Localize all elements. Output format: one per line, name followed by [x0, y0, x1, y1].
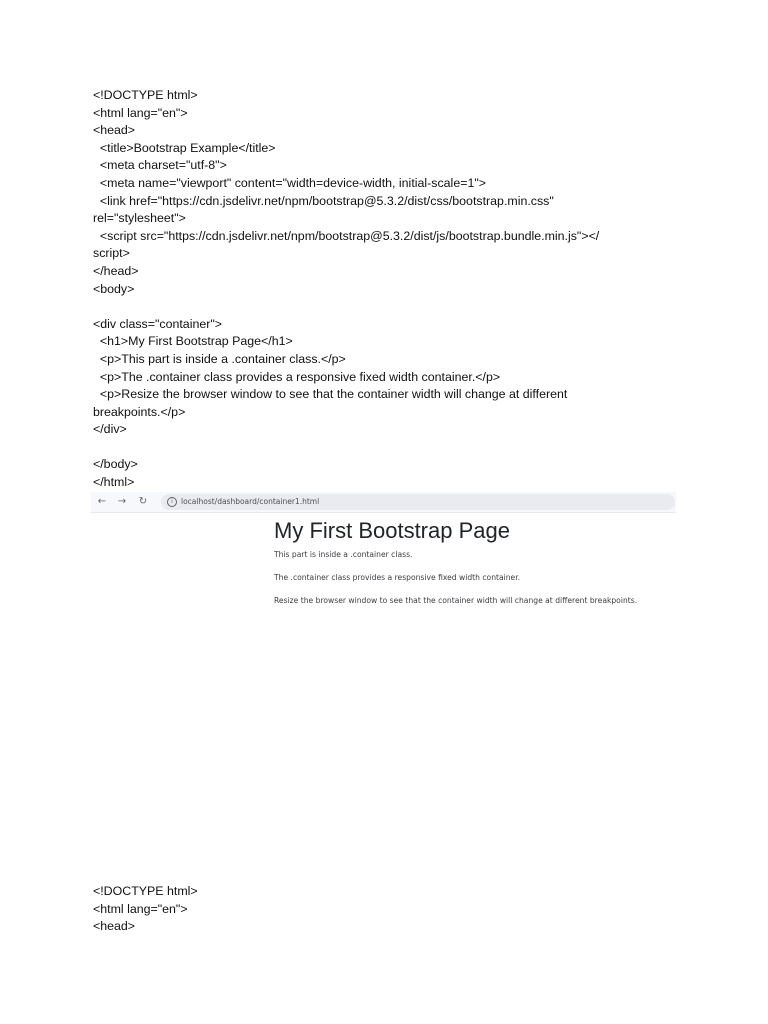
paragraph: Resize the browser window to see that the container width will change at different breakpoints. — [274, 596, 638, 605]
code-line: </html> — [93, 475, 135, 490]
reload-icon[interactable]: ↻ — [138, 496, 148, 507]
code-line — [93, 298, 653, 316]
code-line: <html lang="en"> — [93, 105, 188, 120]
code-listing-bottom — [93, 883, 653, 936]
code-line: <link href="https://cdn.jsdelivr.net/npm/bootstrap@5.3.2/dist/css/bootstrap.min.css" — [93, 193, 554, 208]
code-line: script> — [93, 246, 130, 261]
code-line: <h1>My First Bootstrap Page</h1> — [93, 334, 293, 349]
code-line: <head> — [93, 123, 136, 138]
page-heading: My First Bootstrap Page — [274, 518, 510, 543]
browser-toolbar — [91, 492, 676, 513]
paragraph: This part is inside a .container class. — [274, 550, 413, 559]
url-text: localhost/dashboard/container1.html — [181, 497, 320, 506]
paragraph: The .container class provides a responsive fixed width container. — [274, 573, 521, 582]
code-line: <div class="container"> — [93, 316, 222, 331]
code-line: <title>Bootstrap Example</title> — [93, 140, 276, 155]
info-icon[interactable]: i — [167, 497, 177, 507]
code-line: <head> — [93, 919, 136, 934]
code-line: </body> — [93, 457, 138, 472]
code-line: </head> — [93, 263, 139, 278]
code-line: <script src="https://cdn.jsdelivr.net/npm/bootstrap@5.3.2/dist/js/bootstrap.bundle.min.js"></ — [93, 228, 600, 243]
code-line: <!DOCTYPE html> — [93, 88, 198, 102]
code-line: <meta charset="utf-8"> — [93, 158, 227, 173]
code-line: breakpoints.</p> — [93, 404, 186, 419]
code-line: </div> — [93, 422, 127, 437]
arrow-right-icon[interactable]: → — [117, 496, 127, 507]
code-line — [93, 439, 653, 457]
code-line: <p>The .container class provides a responsive fixed width container.</p> — [93, 369, 501, 384]
arrow-left-icon[interactable]: ← — [97, 496, 107, 507]
rendered-page — [274, 517, 674, 606]
browser-screenshot — [91, 492, 676, 612]
code-line: <body> — [93, 281, 135, 296]
code-line: <!DOCTYPE html> — [93, 884, 198, 898]
code-line: rel="stylesheet"> — [93, 211, 186, 226]
code-line: <p>This part is inside a .container class.</p> — [93, 351, 346, 366]
code-line: <p>Resize the browser window to see that the container width will change at different — [93, 387, 568, 402]
code-listing-top — [93, 87, 653, 492]
address-bar[interactable] — [161, 494, 675, 510]
code-line: <html lang="en"> — [93, 901, 188, 916]
code-line: <meta name="viewport" content="width=device-width, initial-scale=1"> — [93, 175, 486, 190]
